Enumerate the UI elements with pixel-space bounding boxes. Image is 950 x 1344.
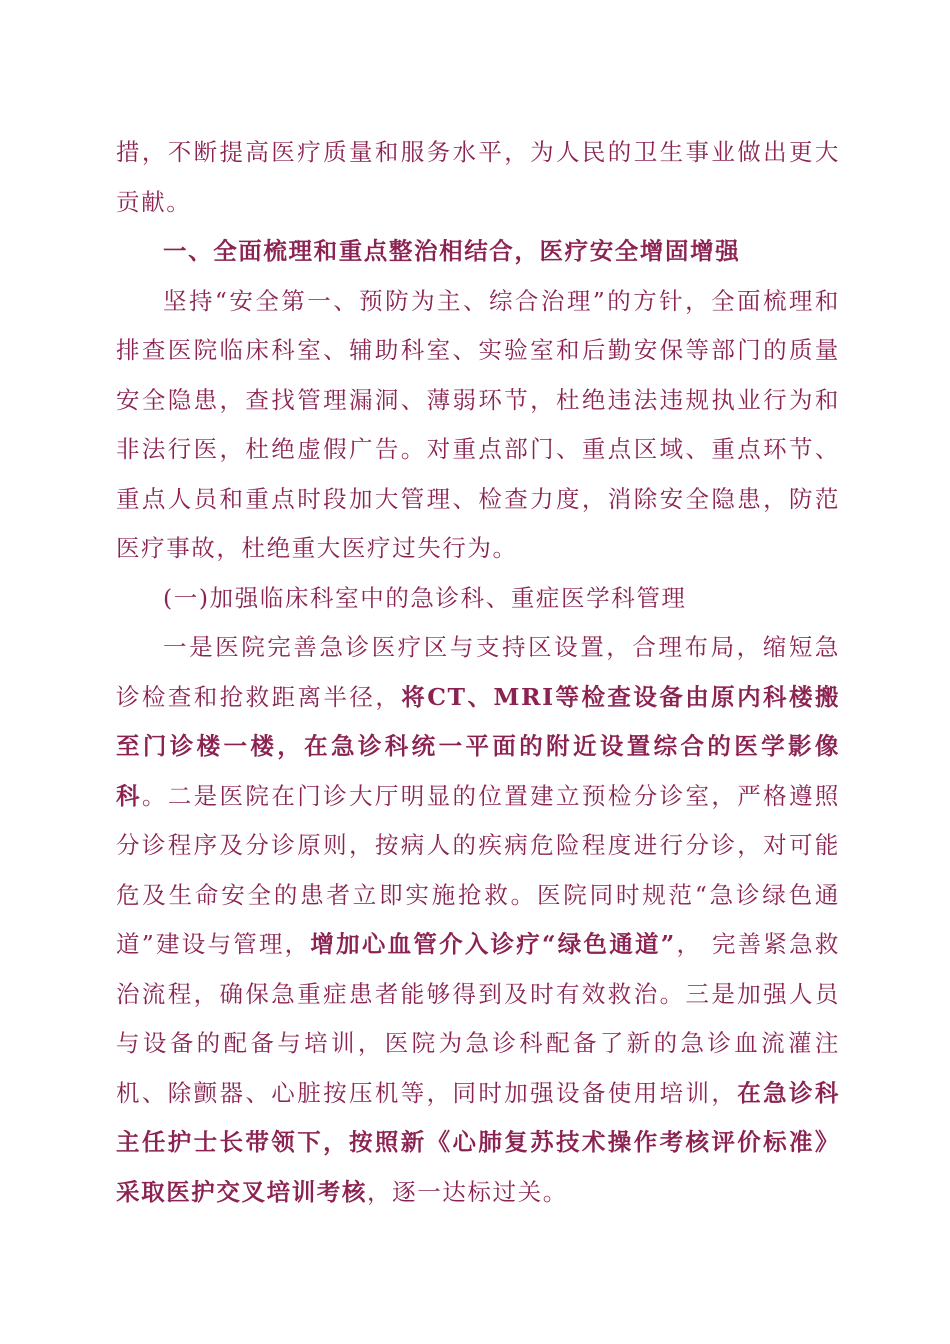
text-run: ， 完善紧急救治流程，确保急重症患者能够得到及时有效救治。三是加强人员与设备的配备与培训，医院为急诊科配备了新的急诊血流灌注机、除颤器、心脏按压机等，同时加强设备使用培训， — [116, 930, 840, 1107]
text-run: 。二是医院在门诊大厅明显的位置建立预检分诊室，严格遵照分诊程序及分诊原则，按病人的疾病危险程度进行分诊，对可能危及生命安全的患者立即实施抢救。医院同时规范“急诊绿色通道”建设与管理， — [116, 781, 840, 958]
text-run: 一是医院完善急诊医疗区与支持区设置，合理布局，缩短急诊检查和抢救距离半径， — [116, 633, 840, 711]
document-body — [116, 128, 840, 1217]
paragraph-emergency-management — [116, 623, 840, 1217]
bold-text-run: 在急诊科主任护士长带领下，按照新《心肺复苏技术操作考核评价标准》采取医护交叉培训考核 — [116, 1078, 840, 1206]
bold-text-run: 增加心血管介入诊疗“绿色通道” — [310, 930, 676, 958]
bold-text-run: 将CT、MRI等检查设备由原内科楼搬至门诊楼一楼，在急诊科统一平面的附近设置综合的医学影像科 — [116, 682, 840, 810]
subsection-heading: (一)加强临床科室中的急诊科、重症医学科管理 — [163, 583, 687, 612]
paragraph-safety-policy: 坚持“安全第一、预防为主、综合治理”的方针，全面梳理和排查医院临床科室、辅助科室、实验室和后勤安保等部门的质量安全隐患，查找管理漏洞、薄弱环节，杜绝违法违规执业行为和非法行医，杜绝虚假广告。对重点部门、重点区域、重点环节、重点人员和重点时段加大管理、检查力度，消除安全隐患，防范医疗事故，杜绝重大医疗过失行为。 — [116, 286, 840, 562]
section-heading: 一、全面梳理和重点整治相结合，医疗安全增固增强 — [163, 237, 741, 265]
text-run: ，逐一达标过关。 — [367, 1177, 568, 1206]
paragraph-continuation: 措，不断提高医疗质量和服务水平，为人民的卫生事业做出更大贡献。 — [116, 138, 840, 216]
